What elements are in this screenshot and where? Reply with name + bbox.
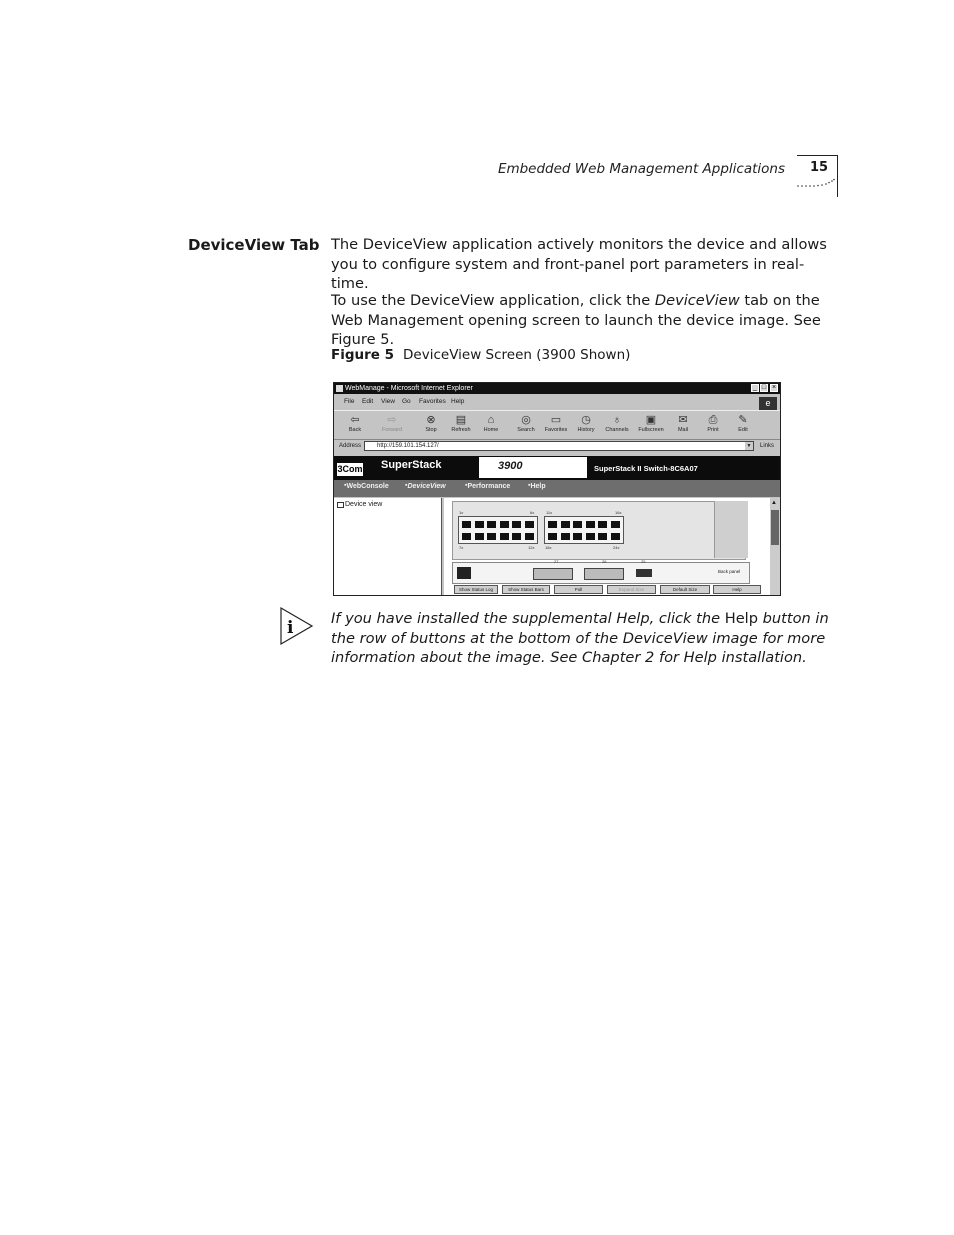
- show-status-log-button[interactable]: Show Status Log: [454, 585, 498, 594]
- deviceview-button-row: [452, 585, 772, 595]
- port-label: 12x: [528, 545, 535, 550]
- home-icon: ⌂: [487, 414, 495, 426]
- deviceview-screenshot: [333, 382, 781, 596]
- usage-text-1: To use the DeviceView application, click the: [331, 292, 655, 309]
- toolbar-channels-label: Channels: [605, 427, 629, 433]
- switch-port[interactable]: [475, 533, 484, 540]
- toolbar-edit[interactable]: [730, 413, 756, 433]
- close-icon[interactable]: ×: [771, 384, 777, 391]
- nav-webconsole[interactable]: ▪ WebConsole: [344, 482, 389, 490]
- address-dropdown-icon[interactable]: ▼: [746, 443, 752, 449]
- port-label: 24x: [613, 545, 620, 550]
- switch-port[interactable]: [462, 521, 471, 528]
- nav-help-label: Help: [530, 483, 546, 490]
- menu-edit[interactable]: Edit: [362, 398, 374, 405]
- header-rule-vertical: [837, 155, 838, 197]
- page-number: 15: [810, 160, 829, 175]
- switch-port[interactable]: [561, 521, 570, 528]
- port-label: 11x: [546, 510, 553, 515]
- menu-favorites[interactable]: Favorites: [419, 398, 446, 405]
- toolbar-print[interactable]: [700, 413, 726, 433]
- product-name: SuperStack: [381, 459, 442, 471]
- port-label: 6x: [530, 510, 535, 515]
- figure-label: Figure 5: [331, 347, 395, 363]
- nav-help[interactable]: ▪ Help: [528, 482, 546, 490]
- maximize-icon[interactable]: □: [761, 384, 767, 391]
- folder-icon: [337, 502, 344, 508]
- toolbar-search[interactable]: [513, 413, 539, 433]
- toolbar-favorites-label: Favorites: [544, 427, 568, 433]
- header-rule-top: [797, 155, 838, 156]
- section-title: DeviceView Tab: [188, 236, 320, 254]
- scroll-thumb[interactable]: [771, 510, 779, 545]
- model-number: 3900: [498, 460, 523, 472]
- svg-text:i: i: [287, 618, 294, 638]
- edit-icon: ✎: [738, 414, 748, 426]
- port-group-left: [458, 516, 538, 544]
- nav-deviceview-label: DeviceView: [407, 483, 446, 490]
- default-size-button[interactable]: Default Size: [660, 585, 710, 594]
- note-help-term: Help: [724, 610, 759, 627]
- port-group-right: [544, 516, 624, 544]
- toolbar-channels[interactable]: [604, 413, 630, 433]
- toolbar-home-label: Home: [483, 427, 499, 433]
- toolbar-stop-label: Stop: [425, 427, 437, 433]
- minimize-icon[interactable]: _: [751, 384, 759, 392]
- switch-port[interactable]: [512, 521, 521, 528]
- switch-port[interactable]: [512, 533, 521, 540]
- toolbar-history[interactable]: [573, 413, 599, 433]
- figure-caption: [331, 347, 630, 363]
- switch-port[interactable]: [598, 533, 607, 540]
- switch-name: SuperStack II Switch-8C6A07: [594, 464, 698, 473]
- switch-port[interactable]: [611, 533, 620, 540]
- 3com-logo: 3Com: [337, 464, 363, 474]
- toolbar-edit-label: Edit: [738, 427, 748, 433]
- switch-port[interactable]: [561, 533, 570, 540]
- ie-logo-icon: e: [759, 397, 777, 410]
- browser-toolbar: [334, 410, 780, 440]
- toolbar-mail-label: Mail: [677, 427, 689, 433]
- browser-menubar: [334, 395, 780, 408]
- nav-performance[interactable]: ▪ Performance: [465, 482, 511, 490]
- help-note: [331, 609, 843, 668]
- slot-27[interactable]: [533, 568, 573, 580]
- switch-port[interactable]: [548, 521, 557, 528]
- toolbar-fullscreen-label: Fullscreen: [638, 427, 664, 433]
- port-label: 1x: [459, 510, 464, 515]
- slot-label: 25: [641, 559, 646, 564]
- switch-port[interactable]: [586, 521, 595, 528]
- note-text-1: If you have installed the supplemental Help, click the: [331, 610, 725, 627]
- toolbar-refresh-label: Refresh: [451, 427, 471, 433]
- back-panel-label[interactable]: Back panel: [718, 569, 741, 574]
- switch-port[interactable]: [548, 533, 557, 540]
- help-button[interactable]: Help: [713, 585, 761, 594]
- usage-paragraph: [331, 291, 841, 350]
- forward-arrow-icon: ⇨: [387, 414, 397, 426]
- slot-25[interactable]: [636, 569, 652, 577]
- nav-deviceview[interactable]: ▪ DeviceView: [405, 482, 446, 490]
- toolbar-favorites[interactable]: [543, 413, 569, 433]
- menu-help[interactable]: Help: [451, 398, 465, 405]
- switch-port[interactable]: [525, 521, 534, 528]
- slot-26[interactable]: [584, 568, 624, 580]
- tree-panel: [334, 498, 442, 596]
- switch-panel-edge: [714, 501, 748, 558]
- expansion-slot-area: [452, 562, 750, 584]
- show-status-bars-button[interactable]: Show Status Bars: [502, 585, 550, 594]
- nav-webconsole-label: WebConsole: [346, 483, 389, 490]
- search-icon: ◎: [521, 414, 531, 426]
- switch-port[interactable]: [487, 521, 496, 528]
- address-bar: [334, 440, 780, 453]
- toolbar-forward-label: Forward: [381, 427, 403, 433]
- toolbar-search-label: Search: [517, 427, 535, 433]
- toolbar-back[interactable]: [342, 413, 368, 433]
- tree-item-device-view[interactable]: Device view: [345, 501, 383, 508]
- stop-icon: ⊗: [426, 414, 436, 426]
- toolbar-forward[interactable]: [379, 413, 405, 433]
- toolbar-back-label: Back: [348, 427, 362, 433]
- switch-port[interactable]: [525, 533, 534, 540]
- mail-icon: ✉: [678, 414, 688, 426]
- menu-view[interactable]: View: [381, 398, 395, 405]
- expand-size-button[interactable]: Expand Size: [607, 585, 656, 594]
- toolbar-home[interactable]: [478, 413, 504, 433]
- switch-port[interactable]: [487, 533, 496, 540]
- scroll-up-icon[interactable]: ▲: [771, 500, 777, 506]
- intro-paragraph: The DeviceView application actively monitors the device and allows you to configure system and front-panel port parameters in real-time.: [331, 236, 827, 292]
- menu-go[interactable]: Go: [402, 398, 411, 405]
- browser-titlebar: [334, 383, 780, 394]
- console-port[interactable]: [457, 567, 471, 579]
- header-dots-ornament: [796, 178, 836, 190]
- switch-port[interactable]: [462, 533, 471, 540]
- figure-caption-text: DeviceView Screen (3900 Shown): [403, 347, 631, 363]
- nav-performance-label: Performance: [467, 483, 511, 490]
- usage-text-2: tab on the Web Management opening screen to launch the device image. See Figure 5.: [331, 292, 821, 348]
- poll-button[interactable]: Poll: [554, 585, 603, 594]
- switch-port[interactable]: [475, 521, 484, 528]
- refresh-icon: ▤: [455, 414, 467, 426]
- toolbar-mail[interactable]: [670, 413, 696, 433]
- print-icon: ⎙: [708, 414, 718, 426]
- address-input[interactable]: http://159.101.154.127/: [364, 441, 754, 451]
- address-label: Address: [339, 443, 362, 449]
- port-label: 7x: [459, 545, 464, 550]
- links-button[interactable]: Links: [760, 443, 775, 449]
- switch-port[interactable]: [598, 521, 607, 528]
- switch-port[interactable]: [573, 521, 582, 528]
- usage-deviceview-term: DeviceView: [654, 292, 740, 309]
- toolbar-refresh[interactable]: [448, 413, 474, 433]
- toolbar-fullscreen[interactable]: [638, 413, 664, 433]
- switch-port[interactable]: [500, 533, 509, 540]
- fullscreen-icon: ▣: [645, 414, 657, 426]
- port-label: 18x: [545, 545, 552, 550]
- toolbar-history-label: History: [577, 427, 595, 433]
- back-arrow-icon: ⇦: [350, 414, 360, 426]
- port-label: 16x: [615, 510, 622, 515]
- ie-app-icon: [336, 385, 343, 392]
- slot-label: 26: [602, 559, 607, 564]
- vertical-scrollbar[interactable]: [770, 498, 780, 596]
- switch-port[interactable]: [500, 521, 509, 528]
- superstack-banner: [334, 456, 780, 480]
- toolbar-print-label: Print: [707, 427, 719, 433]
- menu-file[interactable]: File: [344, 398, 355, 405]
- model-box: [479, 457, 587, 478]
- favorites-icon: ▭: [550, 414, 562, 426]
- switch-port[interactable]: [586, 533, 595, 540]
- switch-port[interactable]: [573, 533, 582, 540]
- web-nav-bar: [334, 480, 780, 497]
- note-text-2: button in the row of buttons at the bottom of the DeviceView image for more information about the image. See Chapter 2 for Help installation.: [331, 610, 829, 666]
- history-icon: ◷: [581, 414, 591, 426]
- toolbar-stop[interactable]: [418, 413, 444, 433]
- switch-port[interactable]: [611, 521, 620, 528]
- info-note-icon: [279, 606, 314, 646]
- slot-label: 27: [554, 559, 559, 564]
- browser-window-title: WebManage - Microsoft Internet Explorer: [345, 385, 473, 392]
- channels-icon: ♁: [612, 414, 622, 426]
- running-head: Embedded Web Management Applications: [497, 161, 785, 177]
